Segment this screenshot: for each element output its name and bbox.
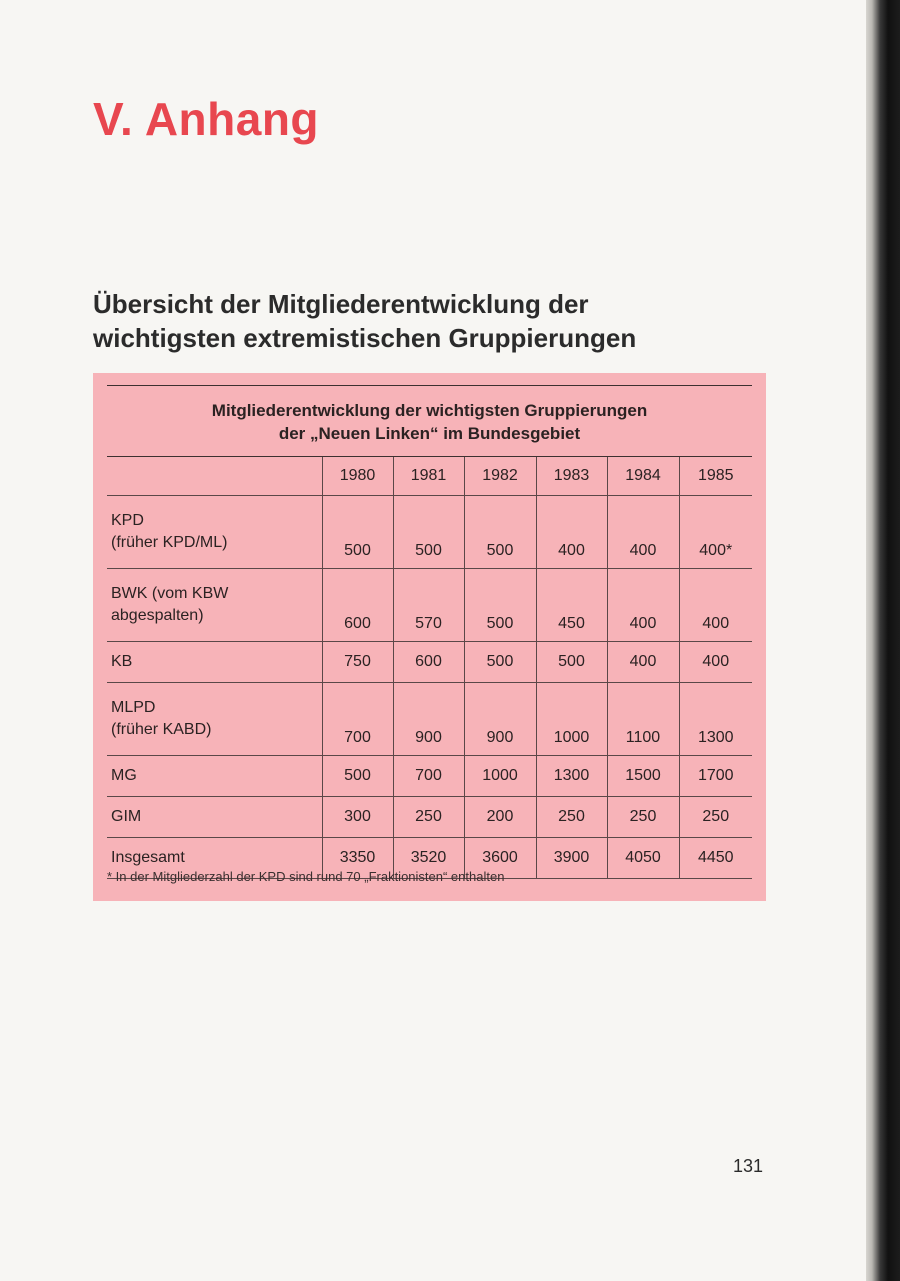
row-label [107, 683, 322, 756]
table-cell: 1100 [607, 683, 679, 756]
table-cell: 1000 [536, 683, 607, 756]
table-cell: 400 [607, 496, 679, 569]
table-cell: 1000 [464, 756, 536, 797]
table-cell: 4050 [607, 838, 679, 879]
table-cell: 400* [679, 496, 752, 569]
table-cell: 570 [393, 569, 464, 642]
table-row [107, 642, 752, 683]
row-label-line-1: BWK (vom KBW [111, 585, 229, 602]
table-cell: 500 [322, 496, 393, 569]
table-cell: 400 [536, 496, 607, 569]
table-caption-line-1: Mitgliederentwicklung der wichtigsten Gruppierungen [211, 401, 648, 420]
table-cell: 1700 [679, 756, 752, 797]
section-heading-line-1: Übersicht der Mitgliederentwicklung der [93, 289, 589, 319]
table-cell: 400 [607, 569, 679, 642]
row-label-line-1: KPD [111, 512, 144, 529]
table-cell: 300 [322, 797, 393, 838]
table-cell: 250 [536, 797, 607, 838]
table-caption-line-2: der „Neuen Linken“ im Bundesgebiet [278, 424, 581, 443]
table-cell: 400 [607, 642, 679, 683]
table-cell: 900 [464, 683, 536, 756]
row-label: KB [107, 642, 322, 683]
table-cell: 3520 [393, 838, 464, 879]
row-label-line-2: (früher KABD) [111, 721, 212, 738]
membership-table-panel [93, 373, 766, 901]
table-footnote: * In der Mitgliederzahl der KPD sind rund 70 „Fraktionisten“ enthalten [107, 869, 505, 884]
page-number: 131 [733, 1156, 764, 1176]
table-cell: 900 [393, 683, 464, 756]
header-year: 1985 [679, 457, 752, 496]
table-cell: 250 [679, 797, 752, 838]
row-label-line-2: abgespalten) [111, 607, 204, 624]
table-cell: 500 [464, 496, 536, 569]
table-cell: 500 [464, 642, 536, 683]
chapter-title: V. Anhang [93, 93, 320, 145]
table-cell: 1300 [536, 756, 607, 797]
table-row [107, 756, 752, 797]
header-label-cell [107, 457, 322, 496]
table-cell: 700 [322, 683, 393, 756]
row-label: GIM [107, 797, 322, 838]
header-year: 1980 [322, 457, 393, 496]
table-cell: 400 [679, 569, 752, 642]
section-heading-line-2: wichtigsten extremistischen Gruppierungen [93, 323, 637, 353]
table-row [107, 569, 752, 642]
table-header-row [107, 457, 752, 496]
row-label [107, 569, 322, 642]
table-cell: 600 [393, 642, 464, 683]
table-cell: 3600 [464, 838, 536, 879]
section-heading [93, 287, 636, 355]
row-label: MG [107, 756, 322, 797]
rule-top [107, 385, 752, 386]
book-binding-edge [866, 0, 900, 1281]
table-cell: 250 [607, 797, 679, 838]
table-cell: 200 [464, 797, 536, 838]
table-cell: 400 [679, 642, 752, 683]
table-row [107, 683, 752, 756]
table-cell: 1300 [679, 683, 752, 756]
table-row [107, 797, 752, 838]
header-year: 1984 [607, 457, 679, 496]
table-cell: 3900 [536, 838, 607, 879]
table-cell: 750 [322, 642, 393, 683]
table-cell: 4450 [679, 838, 752, 879]
table-row [107, 496, 752, 569]
table-cell: 500 [464, 569, 536, 642]
table-cell: 1500 [607, 756, 679, 797]
row-label-line-1: MLPD [111, 699, 156, 716]
table-cell: 600 [322, 569, 393, 642]
table-cell: 250 [393, 797, 464, 838]
row-label-line-2: (früher KPD/ML) [111, 534, 228, 551]
table-cell: 700 [393, 756, 464, 797]
row-label: Insgesamt [107, 838, 322, 879]
table-caption [107, 399, 752, 445]
header-year: 1981 [393, 457, 464, 496]
table-cell: 3350 [322, 838, 393, 879]
table-cell: 500 [322, 756, 393, 797]
membership-table [107, 457, 752, 879]
table-cell: 500 [393, 496, 464, 569]
table-cell: 500 [536, 642, 607, 683]
header-year: 1983 [536, 457, 607, 496]
row-label [107, 496, 322, 569]
header-year: 1982 [464, 457, 536, 496]
table-cell: 450 [536, 569, 607, 642]
